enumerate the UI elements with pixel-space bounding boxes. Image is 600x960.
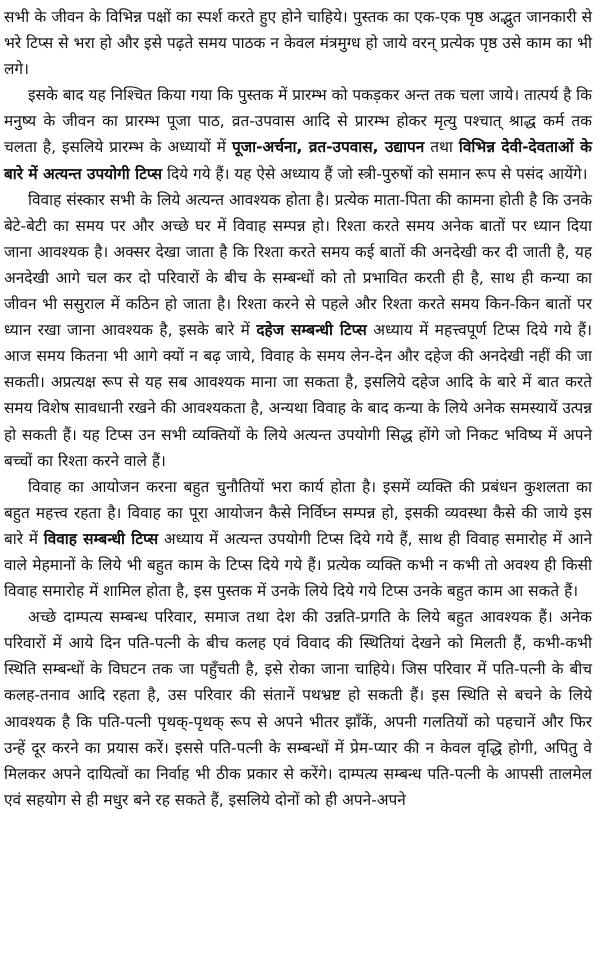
paragraph-4-text-b: अध्याय में अत्यन्त उपयोगी टिप्स दिये गये हैं, साथ ही विवाह समारोह में आने वाले मेहमानों के लिये भी बहुत काम के टिप्स दिये गये हैं। प्रत्येक व्यक्ति कभी न कभी तो अवश्य ही किसी विवाह समारोह में शामिल होता है, इस पुस्तक में उनके लिये दिये गये टिप्स उनके बहुत काम आ सकते हैं। — [4, 529, 592, 601]
paragraph-5 — [4, 604, 592, 813]
paragraph-1-text: सभी के जीवन के विभिन्न पक्षों का स्पर्श करते हुए होने चाहिये। पुस्तक का एक-एक पृष्ठ अद्भुत जानकारी से भरे टिप्स से भरा हो और इसे पढ़ते समय पाठक न केवल मंत्रमुग्ध हो जाये वरन् प्रत्येक पृष्ठ उसे काम का भी लगे। — [4, 8, 592, 79]
paragraph-4-bold-a: विवाह सम्बन्धी टिप्स — [43, 529, 159, 548]
paragraph-2 — [4, 82, 592, 186]
paragraph-2-bold-a: पूजा-अर्चना, व्रत-उपवास, उद्यापन — [231, 138, 425, 157]
paragraph-3-text-b: अध्याय में महत्त्वपूर्ण टिप्स दिये गये हैं। आज समय कितना भी आगे क्यों न बढ़ जाये, विवाह के समय लेन-देन और दहेज की अनदेखी नहीं की जा सकती। अप्रत्यक्ष रूप से यह सब आवश्यक माना जा सकता है, इसलिये दहेज आदि के बारे में बात करते समय विशेष सावधानी रखने की आवश्यकता है, अन्यथा विवाह के बाद कन्या के लिये अनेक समस्यायें उत्पन्न हो सकती हैं। यह टिप्स उन सभी व्यक्तियों के लिये अत्यन्त उपयोगी सिद्ध होंगे जो निकट भविष्य में अपने बच्चों का रिश्ता करने वाले हैं। — [4, 321, 592, 470]
paragraph-2-text-c: दिये गये हैं। यह ऐसे अध्याय हैं जो स्त्री-पुरुषों को समान रूप से पसंद आयेंगे। — [162, 164, 588, 183]
paragraph-3 — [4, 187, 592, 474]
paragraph-4 — [4, 474, 592, 604]
paragraph-4-text-a: विवाह का आयोजन करना बहुत चुनौतियों भरा कार्य होता है। इसमें व्यक्ति की प्रबंधन कुशलता का बहुत महत्त्व रहता है। विवाह का पूरा आयोजन कैसे निर्विघ्न सम्पन्न हो, इसकी व्यवस्था कैसे की जाये इस बारे में — [4, 477, 592, 548]
paragraph-2-text-b: तथा — [424, 138, 459, 157]
paragraph-2-text-a: इसके बाद यह निश्चित किया गया कि पुस्तक में प्रारम्भ को पकड़कर अन्त तक चला जाये। तात्पर्य है कि मनुष्य के जीवन का प्रारम्भ पूजा पाठ, व्रत-उपवास आदि से प्रारम्भ होकर मृत्यु पश्चात् श्राद्ध कर्म तक चलता है, इसलिये प्रारम्भ के अध्यायों में — [4, 86, 592, 157]
paragraph-2-bold-b: विभिन्न देवी-देवताओं के बारे में अत्यन्त उपयोगी टिप्स — [4, 138, 592, 183]
paragraph-5-text: अच्छे दाम्पत्य सम्बन्ध परिवार, समाज तथा देश की उन्नति-प्रगति के लिये बहुत आवश्यक हैं। अनेक परिवारों में आये दिन पति-पत्नी के बीच कलह एवं विवाद की स्थितियां देखने को मिलती हैं, कभी-कभी स्थिति सम्बन्धों के विघटन तक जा पहुँचती है, इसे रोका जाना चाहिये। जिस परिवार में पति-पत्नी के बीच कलह-तनाव आदि रहता है, उस परिवार की संतानें पथभ्रष्ट हो सकती हैं। इस स्थिति से बचने के लिये आवश्यक है कि पति-पत्नी पृथक्-पृथक् रूप से अपने भीतर झाँकें, अपनी गलतियों को पहचानें और फिर उन्हें दूर करने का प्रयास करें। इससे पति-पत्नी के सम्बन्धों में प्रेम-प्यार की न केवल वृद्धि होगी, अपितु वे मिलकर अपने दायित्वों का निर्वाह भी ठीक प्रकार से करेंगे। दाम्पत्य सम्बन्ध पति-पत्नी के आपसी तालमेल एवं सहयोग से ही मधुर बने रह सकते हैं, इसलिये दोनों को ही अपने-अपने — [4, 608, 592, 809]
paragraph-1 — [4, 4, 592, 82]
paragraph-3-text-a: विवाह संस्कार सभी के लिये अत्यन्त आवश्यक होता है। प्रत्येक माता-पिता की कामना होती है कि उनके बेटे-बेटी का समय पर और अच्छे घर में विवाह सम्पन्न हो। रिश्ता करते समय अनेक बातों पर ध्यान दिया जाना आवश्यक है। अक्सर देखा जाता है कि रिश्ता करते समय कई बातों की अनदेखी कर दी जाती है, यह अनदेखी आगे चल कर दो परिवारों के बीच के सम्बन्धों को तो प्रभावित करती ही है, साथ ही कन्या का जीवन भी ससुराल में कठिन हो जाता है। रिश्ता करने से पहले और रिश्ता करते समय किन-किन बातों पर ध्यान रखा जाना आवश्यक है, इसके बारे में — [4, 190, 592, 340]
paragraph-3-bold-a: दहेज सम्बन्धी टिप्स — [256, 321, 367, 340]
